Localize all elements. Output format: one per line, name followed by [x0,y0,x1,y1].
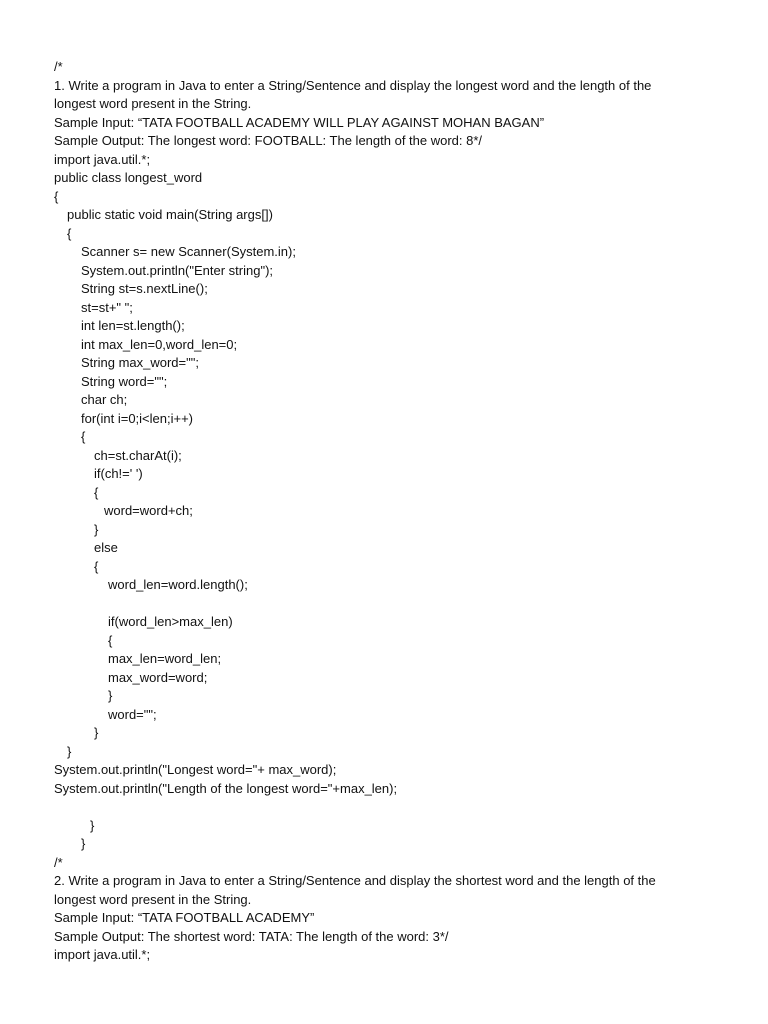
code-line: } [81,836,86,851]
code-line: if(ch!=' ') [94,466,143,481]
code-line: { [108,632,113,648]
sample-output-1: Sample Output: The longest word: FOOTBALL: The length of the word: 8*/ [54,133,483,148]
code-line: } [90,817,95,833]
comment-open: /* [54,59,63,74]
code-line: public static void main(String args[]) [67,207,273,222]
code-line: { [94,558,99,574]
code-line: String word=""; [81,373,168,389]
code-line: max_word=word; [108,669,208,685]
code-line: if(word_len>max_len) [108,614,233,629]
code-line: Scanner s= new Scanner(System.in); [81,244,296,259]
code-line: System.out.println("Enter string"); [81,262,274,278]
question-2-text-cont: longest word present in the String. [54,891,252,907]
code-line: import java.util.*; [54,947,151,962]
sample-output-2: Sample Output: The shortest word: TATA: The length of the word: 3*/ [54,928,449,944]
code-line: System.out.println("Length of the longest word="+max_len); [54,780,398,796]
code-line: String st=s.nextLine(); [81,281,208,296]
code-line: String max_word=""; [81,355,199,370]
blank-line [0,595,768,614]
code-line: word=""; [108,706,157,722]
code-line: import java.util.*; [54,151,151,167]
code-line: System.out.println("Longest word="+ max_word); [54,762,337,777]
code-line: { [81,429,86,444]
code-line: public class longest_word [54,170,203,185]
blank-line [0,798,768,817]
code-line: max_len=word_len; [108,651,222,666]
code-line: st=st+" "; [81,299,133,315]
code-line: { [67,225,72,241]
code-line: } [94,521,99,537]
code-line: else [94,540,118,555]
code-line: for(int i=0;i<len;i++) [81,410,194,426]
code-line: ch=st.charAt(i); [94,447,182,463]
question-1-text: 1. Write a program in Java to enter a String/Sentence and display the longest word and the length of the [54,77,652,93]
code-line: char ch; [81,392,128,407]
sample-input-1: Sample Input: “TATA FOOTBALL ACADEMY WILL PLAY AGAINST MOHAN BAGAN” [54,114,545,130]
code-line: { [54,188,59,204]
code-line: { [94,484,99,500]
sample-input-2: Sample Input: “TATA FOOTBALL ACADEMY” [54,910,315,925]
code-line: int max_len=0,word_len=0; [81,336,238,352]
code-line: } [108,688,113,703]
document-page [0,58,768,965]
comment-open: /* [54,854,63,870]
code-line: word=word+ch; [104,503,193,518]
code-line: } [67,743,72,759]
question-2-text: 2. Write a program in Java to enter a String/Sentence and display the shortest word and the length of the [54,873,656,888]
question-1-text-cont: longest word present in the String. [54,96,252,111]
code-line: int len=st.length(); [81,318,185,333]
code-line: word_len=word.length(); [108,577,248,592]
code-line: } [94,725,99,740]
